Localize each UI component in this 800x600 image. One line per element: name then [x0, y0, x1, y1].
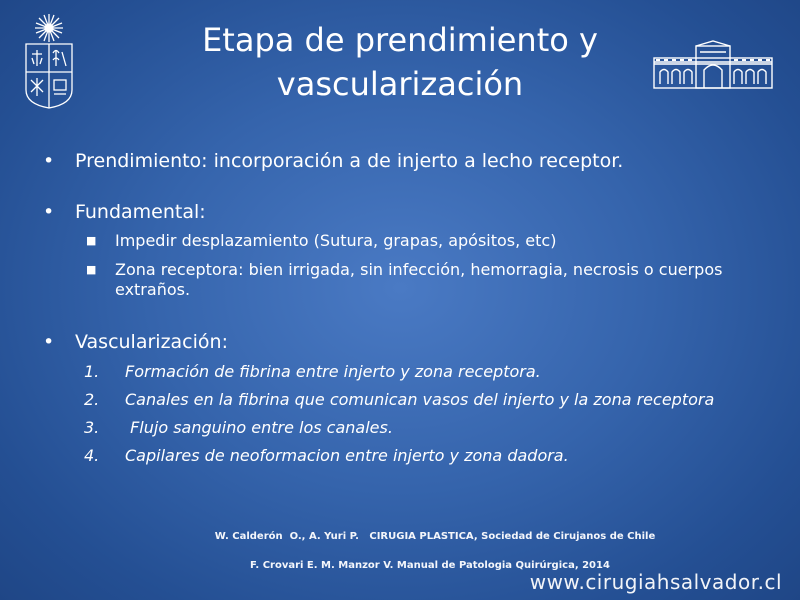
hospital-building-icon: [652, 40, 774, 90]
item-number: 1.: [84, 362, 100, 381]
numbered-item: [40, 389, 780, 411]
title-line-1: Etapa de prendimiento y: [202, 21, 598, 59]
numbered-item-text: Formación de fibrina entre injerto y zona receptora.: [125, 362, 541, 381]
slide-title: [150, 18, 650, 106]
item-number: 2.: [84, 390, 100, 409]
numbered-item: [40, 417, 780, 439]
bullet-dot-icon: •: [43, 150, 55, 172]
bullet-text: Vascularización:: [75, 331, 228, 353]
bullet-text: Prendimiento: incorporación a de injerto a lecho receptor.: [75, 150, 624, 172]
sub-item: [40, 231, 780, 251]
square-bullet-icon: ■: [86, 234, 97, 247]
sub-item-text: Impedir desplazamiento (Sutura, grapas, apósitos, etc): [115, 231, 557, 250]
bullet-text: Fundamental:: [75, 201, 206, 223]
bullet-fundamental: [40, 199, 780, 225]
university-crest-icon: [20, 10, 78, 110]
bullet-vascularizacion: [40, 329, 780, 355]
title-line-2: vascularización: [276, 65, 524, 103]
numbered-item-text: Capilares de neoformacion entre injerto y zona dadora.: [125, 446, 569, 465]
numbered-item-text: Canales en la fibrina que comunican vasos del injerto y la zona receptora: [125, 390, 715, 409]
bullet-dot-icon: •: [43, 331, 55, 353]
sub-item-text: Zona receptora: bien irrigada, sin infección, hemorragia, necrosis o cuerpos extraños.: [115, 260, 723, 299]
footer-url: www.cirugiahsalvador.cl: [529, 570, 782, 594]
item-number: 4.: [84, 446, 100, 465]
reference-1: W. Calderón O., A. Yuri P. CIRUGIA PLASTICA, Sociedad de Cirujanos de Chile: [214, 531, 656, 542]
item-number: 3.: [84, 418, 100, 437]
reference-2: F. Crovari E. M. Manzor V. Manual de Patologia Quirúrgica, 2014: [250, 560, 610, 571]
numbered-item-text: Flujo sanguino entre los canales.: [125, 418, 393, 437]
numbered-item: [40, 445, 780, 467]
bullet-prendimiento: [40, 148, 780, 174]
numbered-item: [40, 361, 780, 383]
sub-item: [40, 260, 780, 300]
bullet-dot-icon: •: [43, 201, 55, 223]
slide-content: [40, 148, 780, 467]
square-bullet-icon: ■: [86, 263, 97, 276]
